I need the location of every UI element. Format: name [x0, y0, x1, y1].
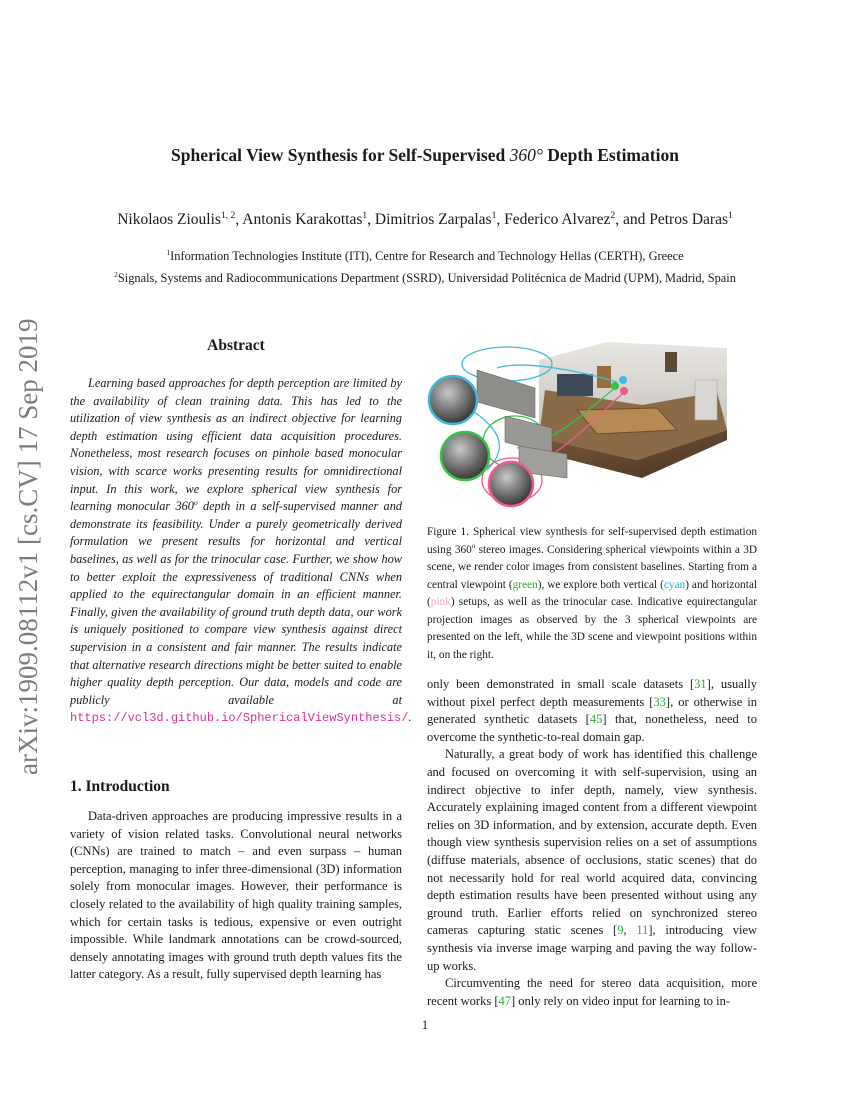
paragraph: [427, 746, 757, 975]
arxiv-stamp: arXiv:1909.08112v1 [cs.CV] 17 Sep 2019: [13, 318, 43, 776]
caption-text: ), we explore both vertical (: [537, 578, 664, 591]
text-run: only been demonstrated in small scale datasets [: [427, 677, 695, 691]
cyan-sphere-view: [429, 376, 477, 424]
page-number: 1: [421, 1018, 429, 1032]
caption-text: ) and horizontal (: [427, 578, 758, 608]
title-math: 360°: [509, 145, 543, 165]
caption-sup: o: [471, 541, 476, 550]
citation-link[interactable]: 45: [589, 712, 603, 727]
caption-cyan-word: cyan: [663, 578, 686, 591]
caption-green-word: green: [512, 578, 538, 591]
pink-sphere-view: [489, 462, 533, 506]
affiliation-sup: 2: [114, 269, 118, 279]
caption-text: Figure 1. Spherical view synthesis for self-supervised depth estimation using 360: [427, 526, 757, 556]
right-column-body: [427, 676, 757, 1010]
title-rest: Depth Estimation: [547, 145, 679, 165]
project-url-link[interactable]: https://vcl3d.github.io/SphericalViewSynthesis/: [70, 711, 409, 726]
text-run: ], usually without pixel perfect depth measurements [: [427, 677, 757, 709]
author-name: Dimitrios Zarpalas: [374, 211, 492, 228]
text-run: ], introducing view synthesis via inverse image warping and paving the way follow-up works.: [427, 923, 758, 973]
citation-link[interactable]: 47: [498, 993, 511, 1008]
text-run: ] that, nonetheless, need to overcome the synthetic-to-real domain gap.: [427, 712, 757, 744]
affiliation-2: [60, 271, 790, 286]
author-sup: 1: [491, 209, 497, 221]
cyan-viewpoint-marker: [619, 376, 627, 384]
author-list: Nikolaos Zioulis$^{1, 2}$, Antonis Karakottas$^1$, Dimitrios Zarpalas$^1$, Federico Alvarez$^2$, and Petros Daras$^1$: [117, 209, 733, 228]
author-sup: 1: [728, 209, 733, 221]
figure-1-caption: [427, 524, 757, 664]
title-text: Spherical View Synthesis for Self-Supervised: [171, 145, 506, 165]
authors-and: and: [622, 211, 646, 228]
citation-link[interactable]: 9: [617, 923, 624, 938]
text-run: ], or otherwise in generated synthetic datasets [: [427, 694, 757, 727]
caption-text: ) setups, as well as the trinocular case. Indicative equirectangular projection images as observed by the 3 spherical viewpoints are presented on the left, while the 3D scene and viewpoint positions within it, on the right.: [427, 596, 757, 661]
affiliation-1: [60, 249, 790, 264]
text-run: Circumventing the need for stereo data acquisition, more recent works [: [427, 976, 757, 1008]
caption-text: stereo images. Considering spherical viewpoints within a 3D scene, we render color images from consistent baselines. Starting from a central viewpoint (: [427, 543, 757, 591]
text-run: ] only rely on video input for learning to in-: [511, 993, 731, 1008]
citation-link[interactable]: 11: [636, 923, 649, 938]
abstract-sup: o: [193, 498, 198, 508]
abstract-heading: Abstract: [207, 337, 265, 354]
author-name: Nikolaos Zioulis: [117, 211, 221, 228]
text-run: ,: [623, 923, 637, 938]
affiliation-text: Signals, Systems and Radiocommunications Department (SSRD), Universidad Politécnica de Madrid (UPM), Madrid, Spain: [117, 271, 736, 285]
paragraph: [427, 975, 757, 1010]
abstract-text-a: Learning based approaches for depth perception are limited by the availability of clean training data. This has led to the utilization of view synthesis as an indirect objective for learning depth estimation using efficient data acquisition procedures. Nonetheless, most research focuses on pinhole based monocular vision, with scarce works presenting results for omnidirectional input. In this work, we explore spherical view synthesis for learning monocular 360: [70, 376, 402, 514]
caption-pink-word: pink: [430, 596, 451, 608]
author-sup: 1: [362, 209, 368, 221]
author-name: Antonis Karakottas: [242, 211, 363, 228]
citation-link[interactable]: 31: [694, 677, 707, 691]
introduction-body: Data-driven approaches are producing impressive results in a variety of vision related tasks. Convolutional neural networks (CNNs) are trained to match – and even surpass – human perception, managing to infer three-dimensional (3D) information solely from monocular images. However, their performance is closely related to the availability of high quality training samples, which for certain tasks is tedious, expensive or even outright impossible. While landmark annotations can be crowd-sourced, densely annotating images with ground truth depth values fits the latter category. As a result, fully supervised depth learning has: [70, 809, 402, 982]
abstract-body: [70, 375, 412, 728]
author-name: Petros Daras: [649, 211, 729, 228]
text-run: Naturally, a great body of work has identified this challenge and focused on overcoming it with self-supervision, using an indirect objective to infer depth, namely, view synthesis. Accurately explaining imaged content from a different viewpoint relies on 3D information, and by extension, accurate depth. Even though view synthesis supervision relies on a set of assumptions (diffuse materials, absence of occlusions, static scenes) that do not necessarily hold for real world acquired data, convincing depth estimation results have been presented without using any ground truth. Earlier efforts relied on synchronized stereo cameras capturing static scenes [: [427, 747, 757, 938]
pink-viewpoint-marker: [620, 387, 628, 395]
paragraph: [427, 676, 757, 746]
citation-link[interactable]: 33: [653, 694, 666, 709]
paper-title: [60, 145, 790, 166]
figure-1-illustration: [427, 330, 757, 508]
author-sup: 2: [610, 209, 616, 221]
affiliation-text: Information Technologies Institute (ITI), Centre for Research and Technology Hellas (CERTH), Greece: [170, 249, 684, 263]
author-sup: 1, 2: [220, 209, 236, 221]
abstract-text-b: depth in a self-supervised manner and demonstrate its feasibility. Under a purely geometrically derived formulation we present results for horizontal and vertical baselines, as well as for the trinocular case. Further, we show how to better exploit the expressiveness of traditional CNNs when applied to the equirectangular domain in an efficient manner. Finally, given the availability of ground truth depth data, our work is uniquely positioned to compare view synthesis against direct supervision in a consistent and fair manner. The results indicate that alternative research directions might be better suited to enable higher quality depth perception. Our data, models and code are publicly available at: [70, 499, 402, 707]
introduction-heading: 1. Introduction: [70, 778, 170, 795]
affiliation-sup: 1: [166, 247, 171, 257]
green-sphere-view: [441, 432, 489, 480]
author-name: Federico Alvarez: [504, 211, 611, 228]
abstract-text-end: .: [408, 710, 412, 725]
